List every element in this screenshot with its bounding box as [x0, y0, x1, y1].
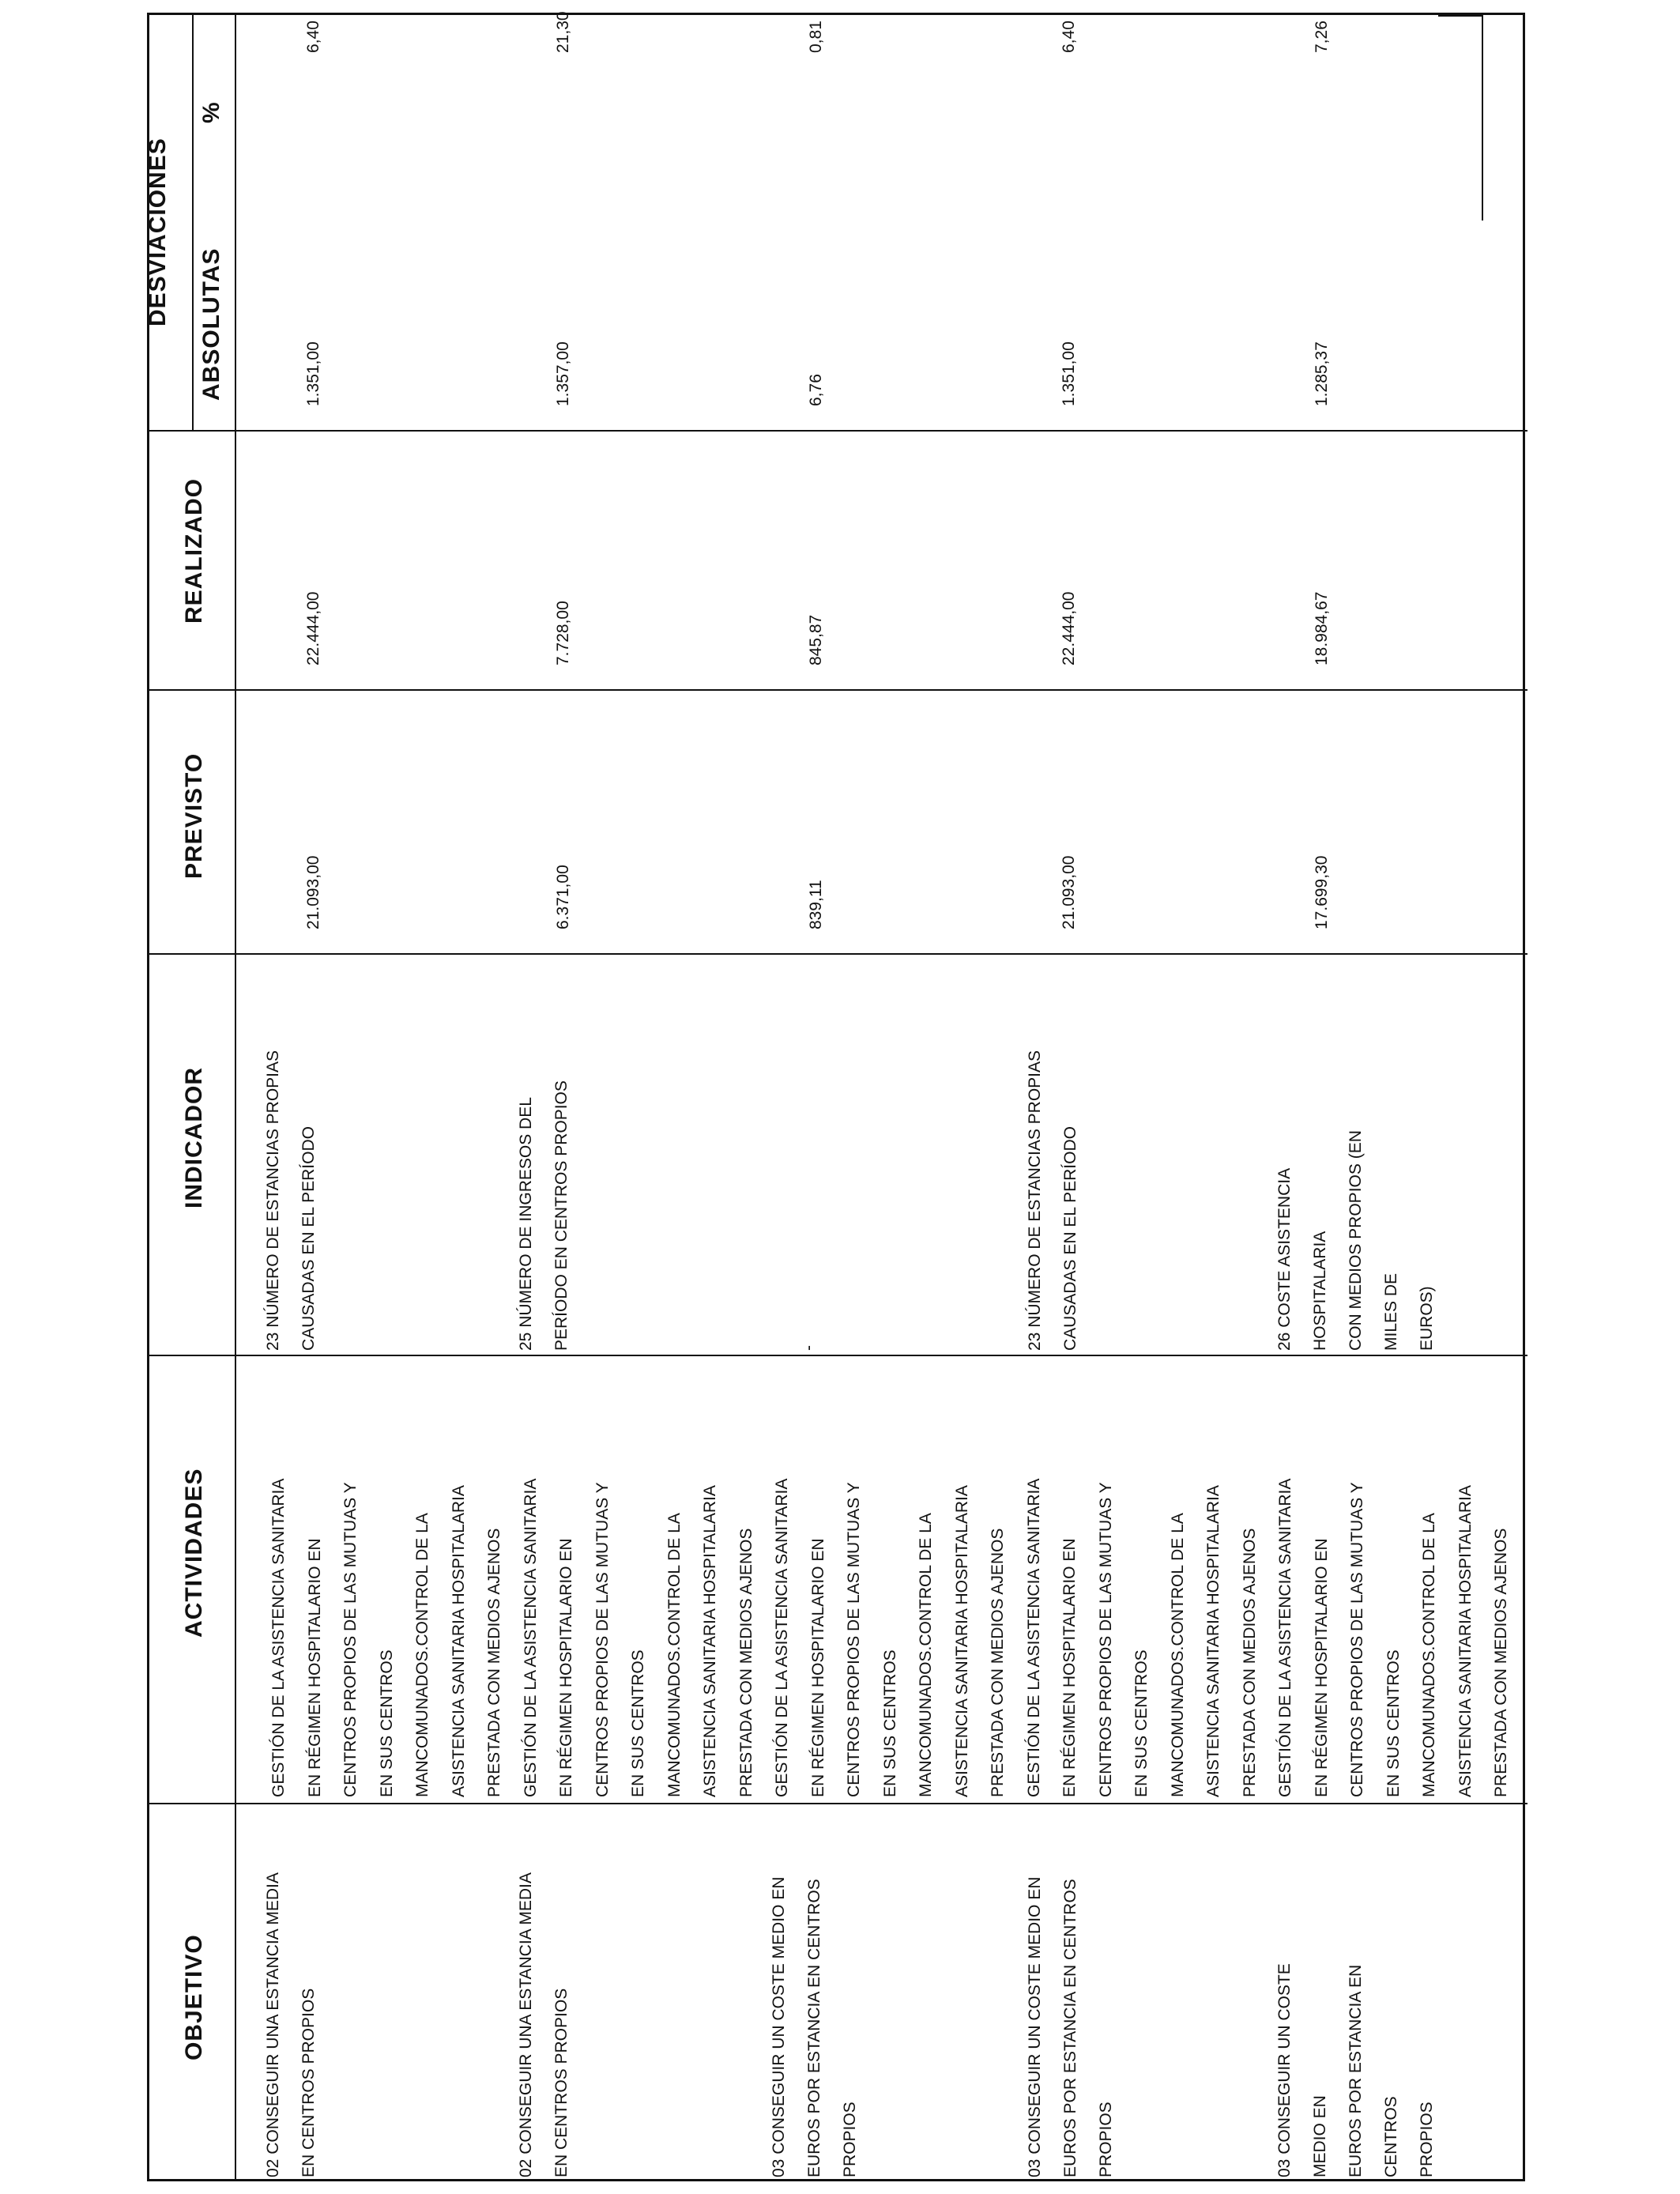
row-5-porcentaje: 7,26: [1313, 21, 1331, 53]
header-objetivo: OBJETIVO: [181, 1934, 207, 2060]
row-2-objetivo: 02 CONSEGUIR UNA ESTANCIA MEDIA EN CENTROS PROPIOS: [517, 1872, 571, 2177]
row-5-actividades: GESTIÓN DE LA ASISTENCIA SANITARIA EN RÉGIMEN HOSPITALARIO EN CENTROS PROPIOS DE LAS MUTUAS Y EN SUS CENTROS MANCOMUNADOS.CONTROL DE LA ASISTENCIA SANITARIA HOSPITALARIA PRESTADA CON MEDIOS AJENOS: [1276, 1478, 1510, 1797]
indicador-divider: [149, 1355, 1527, 1356]
row-1-actividades: GESTIÓN DE LA ASISTENCIA SANITARIA EN RÉGIMEN HOSPITALARIO EN CENTROS PROPIOS DE LAS MUTUAS Y EN SUS CENTROS MANCOMUNADOS.CONTROL DE LA ASISTENCIA SANITARIA HOSPITALARIA PRESTADA CON MEDIOS AJENOS: [269, 1478, 503, 1797]
previsto-divider: [149, 953, 1527, 955]
row-3-previsto: 839,11: [807, 880, 825, 929]
row-3-actividades: GESTIÓN DE LA ASISTENCIA SANITARIA EN RÉGIMEN HOSPITALARIO EN CENTROS PROPIOS DE LAS MUTUAS Y EN SUS CENTROS MANCOMUNADOS.CONTROL DE LA ASISTENCIA SANITARIA HOSPITALARIA PRESTADA CON MEDIOS AJENOS: [773, 1478, 1007, 1797]
desv-columns-divider: [149, 430, 1527, 432]
row-2-indicador: 25 NÚMERO DE INGRESOS DEL PERÍODO EN CENTROS PROPIOS: [517, 1080, 571, 1351]
row-1-porcentaje: 6,40: [304, 21, 322, 53]
header-actividades: ACTIVIDADES: [181, 1468, 207, 1638]
header-previsto: PREVISTO: [181, 752, 207, 879]
desviaciones-divider: [1482, 15, 1483, 221]
header-absolutas: ABSOLUTAS: [198, 247, 224, 401]
row-1-absolutas: 1.351,00: [304, 341, 322, 406]
row-3-indicador: -: [800, 1345, 818, 1351]
desviaciones-subheader-divider: [192, 15, 194, 430]
row-4-porcentaje: 6,40: [1060, 21, 1078, 53]
row-2-previsto: 6.371,00: [554, 865, 572, 929]
row-1-indicador: 23 NÚMERO DE ESTANCIAS PROPIAS CAUSADAS EN EL PERÍODO: [264, 1050, 318, 1351]
row-3-porcentaje: 0,81: [807, 21, 825, 53]
row-3-absolutas: 6,76: [807, 374, 825, 406]
row-4-actividades: GESTIÓN DE LA ASISTENCIA SANITARIA EN RÉGIMEN HOSPITALARIO EN CENTROS PROPIOS DE LAS MUTUAS Y EN SUS CENTROS MANCOMUNADOS.CONTROL DE LA ASISTENCIA SANITARIA HOSPITALARIA PRESTADA CON MEDIOS AJENOS: [1024, 1478, 1259, 1797]
header-indicador: INDICADOR: [181, 1067, 207, 1208]
row-1-previsto: 21.093,00: [304, 855, 322, 929]
realizado-divider: [149, 689, 1527, 691]
header-realizado: REALIZADO: [181, 478, 207, 624]
header-porcentaje: %: [198, 101, 224, 123]
row-2-absolutas: 1.357,00: [554, 341, 572, 406]
row-3-objetivo: 03 CONSEGUIR UN COSTE MEDIO EN EUROS POR ESTANCIA EN CENTROS PROPIOS: [770, 1876, 859, 2177]
row-2-actividades: GESTIÓN DE LA ASISTENCIA SANITARIA EN RÉGIMEN HOSPITALARIO EN CENTROS PROPIOS DE LAS MUTUAS Y EN SUS CENTROS MANCOMUNADOS.CONTROL DE LA ASISTENCIA SANITARIA HOSPITALARIA PRESTADA CON MEDIOS AJENOS: [521, 1478, 755, 1797]
row-2-realizado: 7.728,00: [554, 601, 572, 665]
row-5-previsto: 17.699,30: [1313, 855, 1331, 929]
row-5-absolutas: 1.285,37: [1313, 341, 1331, 406]
row-1-objetivo: 02 CONSEGUIR UNA ESTANCIA MEDIA EN CENTROS PROPIOS: [264, 1872, 318, 2177]
row-4-previsto: 21.093,00: [1060, 855, 1078, 929]
row-4-absolutas: 1.351,00: [1060, 341, 1078, 406]
row-5-realizado: 18.984,67: [1313, 591, 1331, 665]
row-1-realizado: 22.444,00: [304, 591, 322, 665]
row-4-objetivo: 03 CONSEGUIR UN COSTE MEDIO EN EUROS POR ESTANCIA EN CENTROS PROPIOS: [1026, 1876, 1115, 2177]
row-4-realizado: 22.444,00: [1060, 591, 1078, 665]
actividades-divider: [149, 1803, 1527, 1804]
row-5-objetivo: 03 CONSEGUIR UN COSTE MEDIO EN EUROS POR ESTANCIA EN CENTROS PROPIOS: [1275, 1963, 1436, 2177]
header-divider: [235, 15, 236, 2179]
rotated-data-table: [147, 13, 1525, 2181]
row-5-indicador: 26 COSTE ASISTENCIA HOSPITALARIA CON MEDIOS PROPIOS (EN MILES DE EUROS): [1275, 1130, 1436, 1351]
row-4-indicador: 23 NÚMERO DE ESTANCIAS PROPIAS CAUSADAS EN EL PERÍODO: [1026, 1050, 1079, 1351]
header-desviaciones: DESVIACIONES: [145, 138, 171, 326]
row-3-realizado: 845,87: [807, 614, 825, 665]
row-2-porcentaje: 21,30: [554, 11, 572, 53]
hidden-top: [1438, 15, 1482, 17]
